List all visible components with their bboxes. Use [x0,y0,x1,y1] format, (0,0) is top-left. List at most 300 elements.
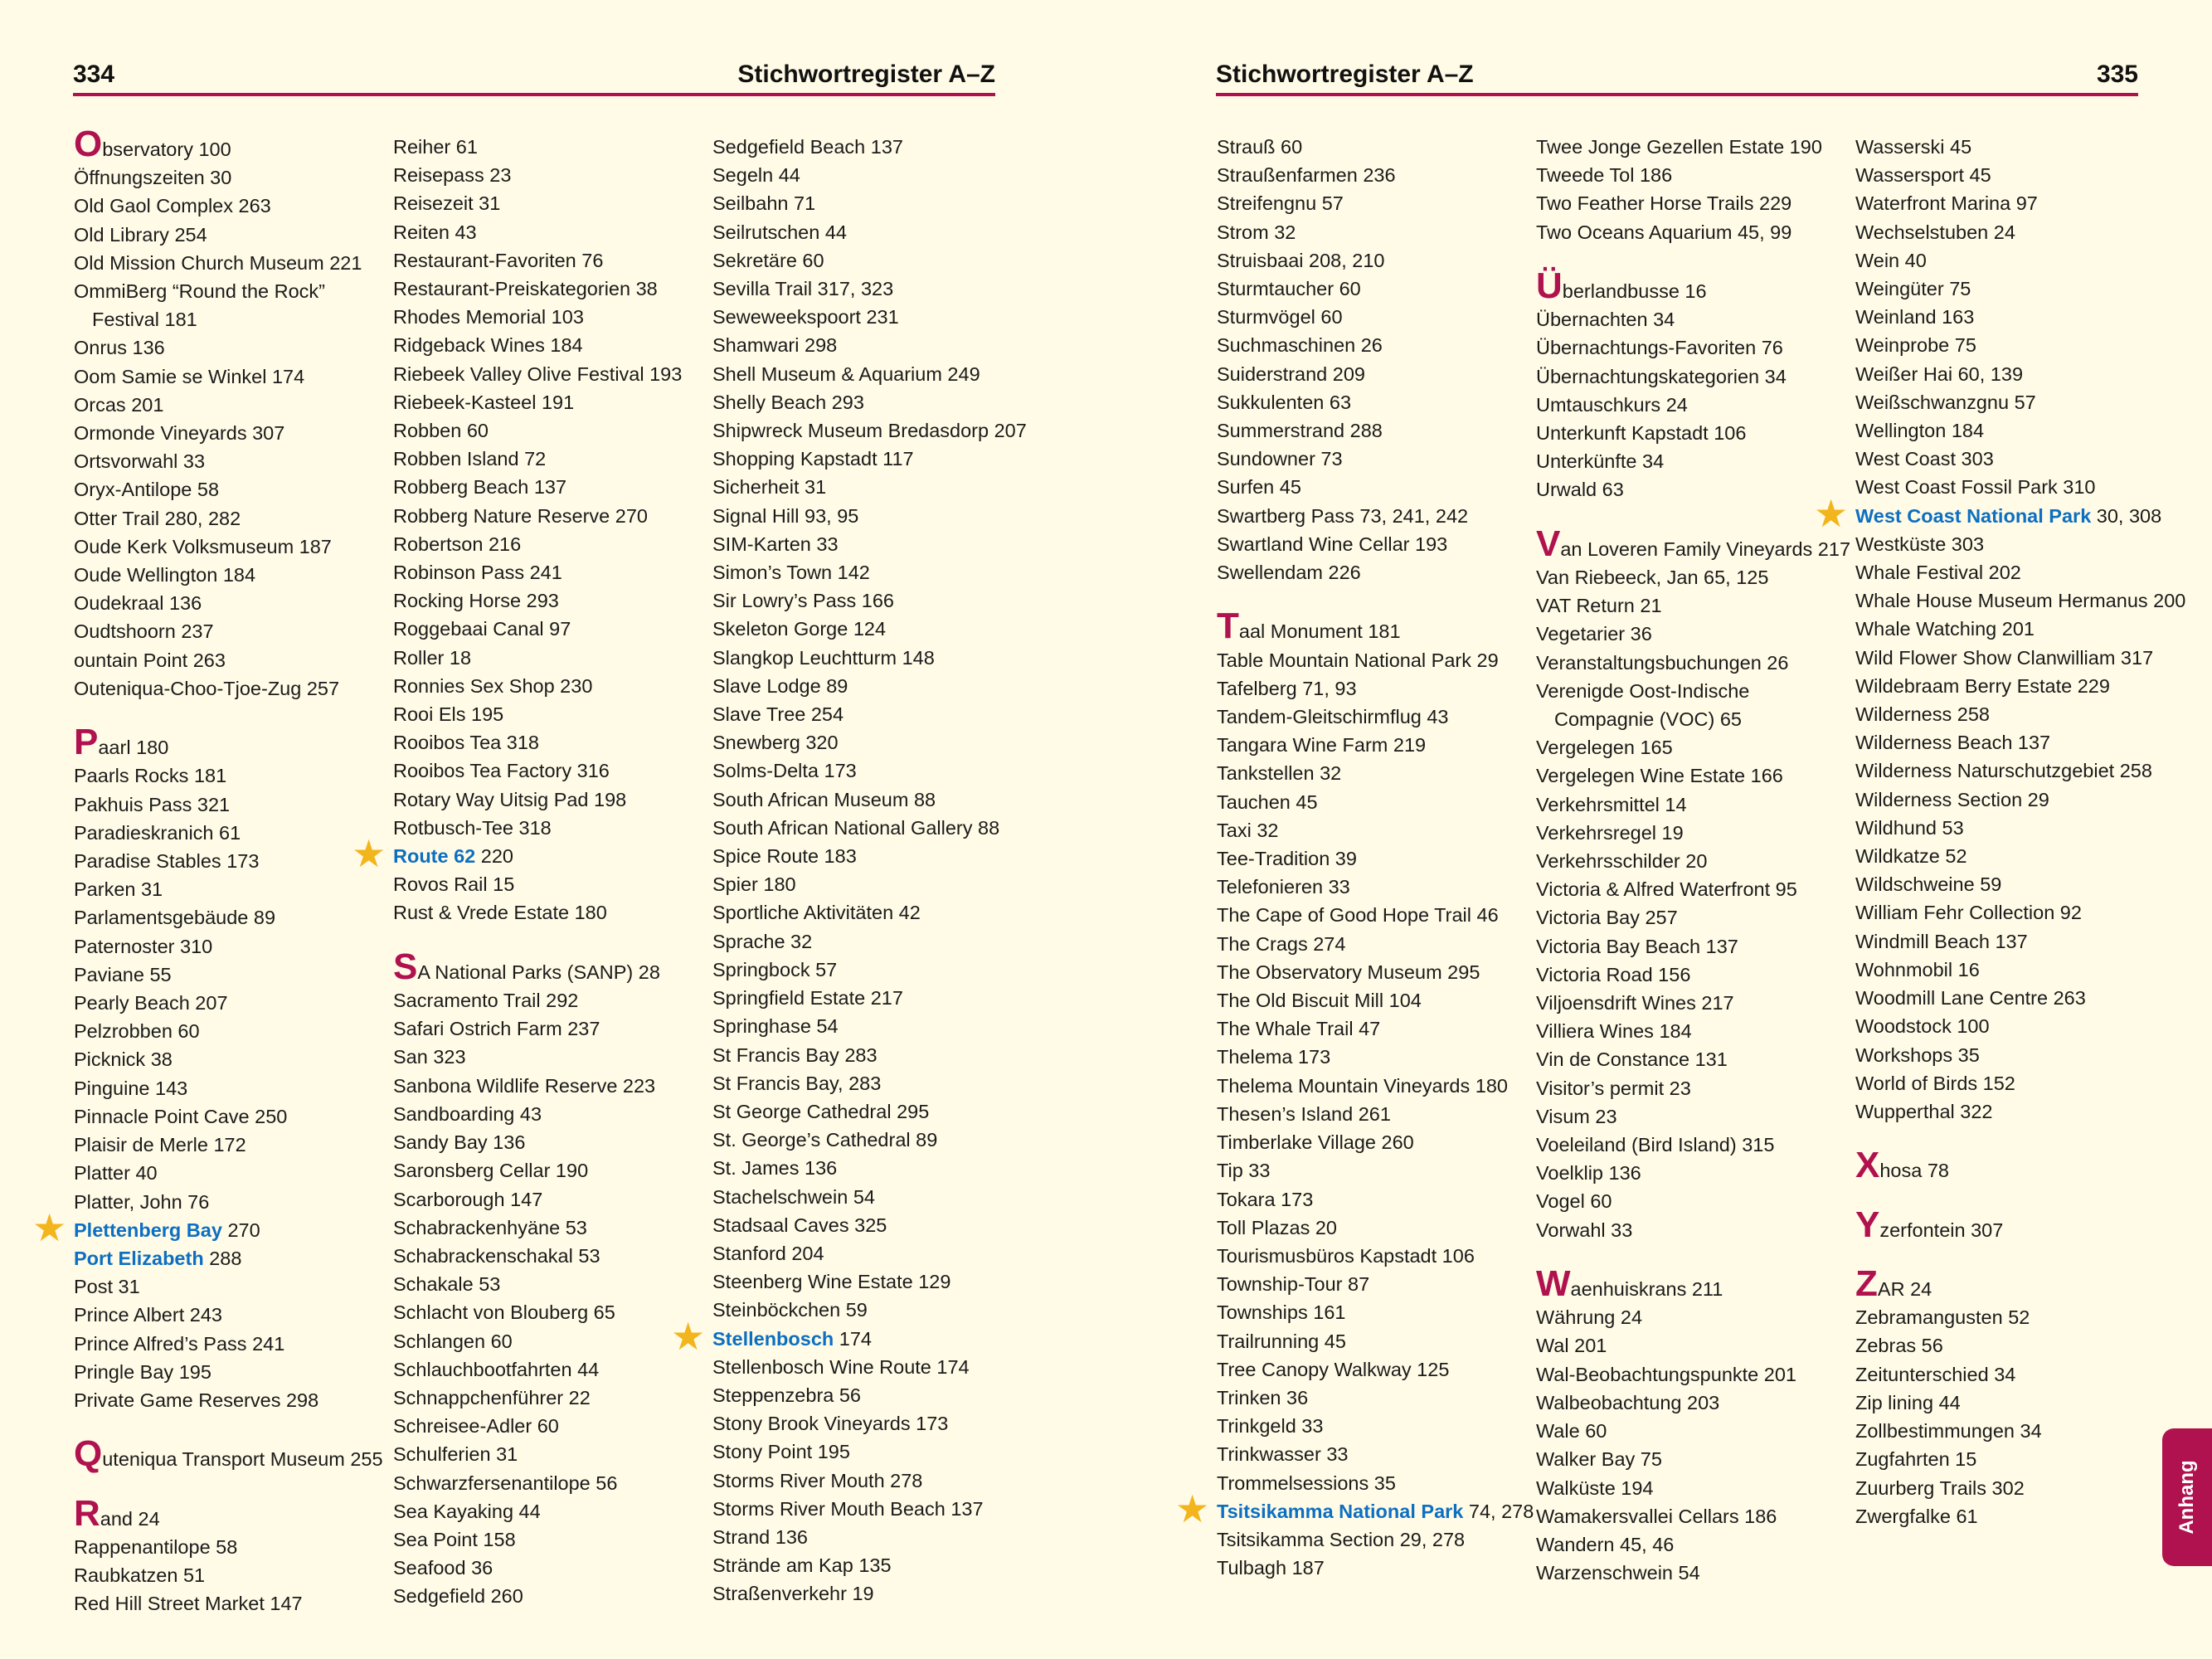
entry-text: St Francis Bay, 283 [712,1072,882,1094]
entry-text: Springhase 54 [712,1015,839,1038]
entry-text: Umtauschkurs 24 [1536,393,1688,416]
index-entry [712,1523,1019,1551]
index-entry [1217,703,1524,731]
index-entry [74,124,381,164]
index-entry [712,416,1027,445]
entry-text: bservatory 100 [102,139,231,160]
index-entry [393,1214,700,1242]
entry-text: Paradise Stables 173 [74,850,260,873]
index-entry [1855,870,2162,898]
entry-text: Old Gaol Complex 263 [74,195,271,217]
entry-text: Pinnacle Point Cave 250 [74,1105,288,1127]
entry-text: Verenigde Oost-Indische [1536,679,1750,702]
entry-text: Voelklip 136 [1536,1162,1641,1185]
index-entry [393,1497,700,1525]
index-entry [393,946,700,987]
entry-text: Sevilla Trail 317, 323 [712,278,894,300]
index-entry [1536,362,1843,391]
index-entry [74,1045,381,1073]
entry-text: Seilbahn 71 [712,192,816,215]
index-entry [1536,189,1843,217]
entry-text: Prince Albert 243 [74,1304,222,1326]
index-entry [393,502,700,530]
index-entry [1536,523,1851,564]
index-entry [74,1589,381,1618]
entry-text: Weinland 163 [1855,306,1975,328]
index-entry [1217,986,1524,1014]
index-entry [1855,161,2162,189]
entry-text: Victoria Bay 257 [1536,907,1678,929]
index-entry [74,277,381,305]
entry-text: Voeleiland (Bird Island) 315 [1536,1134,1775,1156]
entry-text: Walker Bay 75 [1536,1448,1662,1471]
index-entry [712,700,1019,728]
entry-text: Schnappchenführer 22 [393,1386,591,1408]
entry-text: Shopping Kapstadt 117 [712,448,914,470]
index-entry [1855,842,2162,870]
index-entry [712,1211,1019,1239]
letter-gap [1536,504,1843,533]
entry-text: Robinson Pass 241 [393,562,562,584]
index-entry [393,586,700,615]
index-entry [393,161,700,189]
entry-text: The Old Biscuit Mill 104 [1217,990,1422,1012]
index-entry [1217,901,1524,929]
index-entry [393,700,700,728]
index-entry [1855,898,2162,927]
index-entry [1855,303,2162,331]
index-entry [1217,1412,1524,1440]
index-entry [74,989,381,1017]
entry-text: Reiher 61 [393,136,478,158]
entry-text: Townships 161 [1217,1301,1346,1324]
entry-text: Compagnie (VOC) 65 [1554,708,1742,731]
index-entry [74,561,381,589]
section-letter: Q [74,1433,103,1475]
index-entry [74,1159,381,1187]
index-entry [1855,275,2162,303]
entry-text: Wilderness Section 29 [1855,788,2049,810]
entry-text: Straßenverkehr 19 [712,1583,874,1605]
index-entry [393,558,700,586]
entry-text: Zeitunterschied 34 [1855,1363,2016,1385]
index-entry [1855,360,2162,388]
entry-text: Swellendam 226 [1217,562,1361,584]
index-entry [1855,1303,2162,1331]
entry-text: Oom Samie se Winkel 174 [74,365,305,387]
entry-text: Paradieskranich 61 [74,821,241,844]
index-entry [1855,927,2162,956]
index-entry [74,1188,381,1216]
entry-text: Sturmtaucher 60 [1217,278,1361,300]
index-entry [1855,1360,2162,1389]
entry-text: 74, 278 [1463,1500,1534,1522]
index-entry [1536,265,1843,306]
entry-text: Pinguine 143 [74,1077,188,1099]
entry-text: VAT Return 21 [1536,595,1662,617]
index-entry [712,275,1019,303]
entry-text: Orcas 201 [74,393,164,416]
highlight-term: Route 62 [393,845,476,868]
entry-text: Sir Lowry’s Pass 166 [712,590,894,612]
entry-text: Shamwari 298 [712,334,838,357]
index-entry [393,1128,700,1156]
entry-text: Steppenzebra 56 [712,1384,862,1406]
index-entry [1855,672,2162,700]
index-entry [393,1043,700,1071]
entry-text: Stadsaal Caves 325 [712,1214,887,1236]
entry-text: Rooibos Tea Factory 316 [393,760,610,782]
entry-text: San 323 [393,1046,466,1068]
index-entry [74,504,381,533]
index-entry [1536,1263,1843,1305]
index-entry [712,1239,1019,1267]
index-entry [1536,563,1843,591]
index-entry [1536,733,1843,761]
entry-text: Sea Point 158 [393,1528,516,1550]
letter-gap [74,703,381,731]
entry-text: 174 [834,1327,873,1350]
index-entry [74,761,381,790]
entry-text: Oudekraal 136 [74,592,202,615]
entry-text: Wechselstuben 24 [1855,221,2015,243]
entry-text: Strände am Kap 135 [712,1554,892,1577]
index-entry [1536,447,1843,475]
entry-text: Thelema Mountain Vineyards 180 [1217,1074,1508,1097]
index-entry [74,362,381,391]
index-entry [1536,705,1843,733]
entry-text: Sturmvögel 60 [1217,306,1343,328]
entry-text: South African National Gallery 88 [712,816,1000,839]
entry-text: Sacramento Trail 292 [393,990,579,1012]
index-entry-highlight [393,842,700,870]
index-entry [1217,1384,1524,1412]
entry-text: Raubkatzen 51 [74,1564,206,1587]
index-entry [1855,615,2162,643]
entry-text: Slave Lodge 89 [712,674,848,697]
index-entry [1217,416,1524,445]
index-entry [74,1102,381,1131]
index-entry [393,1469,700,1497]
index-entry [1217,218,1524,246]
index-entry [393,473,700,501]
entry-text: Swartberg Pass 73, 241, 242 [1217,504,1469,527]
entry-text: 220 [475,845,513,868]
entry-text: berlandbusse 16 [1562,280,1707,302]
index-entry [1536,791,1843,819]
index-entry [1217,1298,1524,1326]
section-letter: W [1536,1263,1571,1305]
index-entry [1536,1331,1843,1360]
index-entry [393,1014,700,1043]
entry-text: 30, 308 [2091,504,2162,527]
index-column-5 [1536,133,1851,1587]
index-entry [712,1495,1019,1523]
entry-text: Safari Ostrich Farm 237 [393,1018,600,1040]
entry-text: Oudtshoorn 237 [74,620,214,643]
index-entry [712,445,1019,473]
entry-text: Saronsberg Cellar 190 [393,1160,589,1182]
entry-text: zerfontein 307 [1879,1219,2004,1241]
index-entry [74,1492,381,1534]
entry-text: Währung 24 [1536,1306,1643,1329]
index-entry [1217,530,1524,558]
index-entry [393,814,700,842]
entry-text: Tourismusbüros Kapstadt 106 [1217,1244,1475,1267]
entry-text: Tankstellen 32 [1217,762,1342,785]
entry-text: Springbock 57 [712,958,838,980]
index-entry [74,589,381,617]
index-entry [74,617,381,645]
index-entry [74,1533,381,1561]
index-column-4 [1217,133,1534,1582]
entry-text: Two Oceans Aquarium 45, 99 [1536,221,1792,243]
index-entry [1536,620,1843,648]
entry-text: Riebeek-Kasteel 191 [393,391,575,413]
index-entry [1217,1525,1524,1554]
entry-text: Wild Flower Show Clanwilliam 317 [1855,646,2154,669]
entry-text: South African Museum 88 [712,788,936,810]
entry-text: Storms River Mouth 278 [712,1469,923,1491]
entry-text: Schlauchbootfahrten 44 [393,1358,600,1380]
entry-text: Snewberg 320 [712,732,839,754]
index-entry [1536,1159,1843,1187]
entry-text: Zugfahrten 15 [1855,1448,1977,1471]
index-entry [1217,275,1524,303]
entry-text: Waterfront Marina 97 [1855,192,2038,215]
entry-text: Vergelegen 165 [1536,737,1673,759]
index-entry [74,903,381,932]
index-entry [393,246,700,275]
index-entry [1855,445,2162,473]
entry-text: aenhuiskrans 211 [1570,1278,1723,1301]
page-title-left: Stichwortregister A–Z [737,61,995,88]
index-entry [74,419,381,447]
index-entry [712,218,1019,246]
index-entry [74,447,381,475]
index-entry [712,586,1019,615]
index-entry [712,1467,1019,1495]
entry-text: Township-Tour 87 [1217,1273,1370,1296]
entry-text: Twee Jonge Gezellen Estate 190 [1536,136,1822,158]
entry-text: Whale House Museum Hermanus 200 [1855,590,2186,612]
index-entry [1855,388,2162,416]
entry-text: Weingüter 75 [1855,278,1971,300]
entry-text: Robertson 216 [393,533,522,555]
index-entry [1217,1072,1524,1100]
index-entry [1217,1355,1524,1384]
index-entry [1217,930,1524,958]
entry-text: West Coast Fossil Park 310 [1855,476,2096,499]
index-entry [1536,847,1843,875]
index-entry [1217,246,1524,275]
entry-text: Wildebraam Berry Estate 229 [1855,674,2110,697]
index-entry [712,757,1019,785]
entry-text: Sandboarding 43 [393,1102,542,1125]
section-letter: P [74,722,99,763]
entry-text: Wasserski 45 [1855,136,1972,158]
index-entry [1217,303,1524,331]
entry-text: Paviane 55 [74,963,172,985]
index-entry [393,898,700,927]
index-entry [74,932,381,961]
index-entry [1855,1331,2162,1360]
index-entry [1536,218,1843,246]
highlight-term: West Coast National Park [1855,504,2092,527]
index-entry [393,133,700,161]
entry-text: Sekretäre 60 [712,249,824,271]
entry-text: Woodstock 100 [1855,1015,1990,1038]
index-entry [712,1296,1019,1324]
index-entry [1855,757,2162,785]
index-entry [712,1126,1019,1154]
entry-text: Wildkatze 52 [1855,845,1967,868]
entry-text: Shell Museum & Aquarium 249 [712,362,980,385]
index-entry [393,986,700,1014]
entry-text: Red Hill Street Market 147 [74,1593,303,1615]
index-entry [1217,759,1524,787]
entry-text: Suiderstrand 209 [1217,362,1365,385]
entry-text: Robberg Beach 137 [393,476,567,499]
index-entry [393,1582,700,1610]
index-entry [393,1355,700,1384]
entry-text: Schabrackenschakal 53 [393,1244,600,1267]
index-entry [712,786,1019,814]
entry-text: Rotary Way Uitsig Pad 198 [393,788,627,810]
section-letter: Y [1855,1204,1880,1245]
entry-text: Schreisee-Adler 60 [393,1415,559,1438]
entry-text: Zebramangusten 52 [1855,1306,2030,1329]
entry-text: Strauß 60 [1217,136,1303,158]
index-entry [712,1409,1019,1438]
index-entry [712,473,1019,501]
entry-text: Old Mission Church Museum 221 [74,251,362,274]
entry-text: Rooibos Tea 318 [393,732,539,754]
entry-text: Schlacht von Blouberg 65 [393,1301,615,1324]
index-entry [1536,961,1843,989]
entry-text: Oude Wellington 184 [74,564,256,586]
entry-text: Strand 136 [712,1525,808,1548]
index-entry [1217,360,1524,388]
index-entry [74,674,381,703]
index-entry [712,530,1019,558]
entry-text: Schlangen 60 [393,1330,513,1352]
index-entry [393,416,700,445]
entry-text: Sicherheit 31 [712,476,827,499]
index-entry [393,672,700,700]
index-entry [712,133,1019,161]
index-entry [1855,1502,2162,1530]
index-entry [1536,1530,1843,1559]
index-entry-highlight [712,1325,1019,1353]
index-entry [712,1579,1019,1608]
index-entry [393,1072,700,1100]
entry-text: Weinprobe 75 [1855,334,1976,357]
entry-text: Wassersport 45 [1855,164,1991,187]
entry-text: Tee-Tradition 39 [1217,848,1357,870]
index-entry [1217,606,1524,647]
entry-text: Two Feather Horse Trails 229 [1536,192,1792,215]
entry-text: Ortsvorwahl 33 [74,450,206,473]
index-entry [1217,646,1524,674]
index-entry [1536,1074,1843,1102]
entry-text: an Loveren Family Vineyards 217 [1560,538,1851,560]
index-entry [74,249,381,277]
entry-text: Seafood 36 [393,1557,493,1579]
entry-text: Wale 60 [1536,1420,1607,1443]
entry-text: Verkehrsschilder 20 [1536,850,1708,873]
entry-text: St. George’s Cathedral 89 [712,1129,938,1151]
entry-text: Weißer Hai 60, 139 [1855,362,2024,385]
letter-gap [1536,1244,1843,1272]
entry-text: Veranstaltungsbuchungen 26 [1536,651,1789,674]
entry-text: Struisbaai 208, 210 [1217,249,1385,271]
index-entry [712,842,1019,870]
entry-text: Restaurant-Preiskategorien 38 [393,278,658,300]
index-entry [1536,649,1843,677]
section-tab-anhang[interactable] [2162,1428,2212,1566]
entry-text: Vegetarier 36 [1536,623,1652,645]
index-entry [712,984,1019,1012]
index-entry [712,1438,1019,1466]
entry-text: aal Monument 181 [1238,620,1401,643]
index-entry [393,1525,700,1554]
entry-text: Robben 60 [393,420,489,442]
section-letter: O [74,124,103,164]
index-entry [712,615,1019,643]
entry-text: Trinkgeld 33 [1217,1415,1324,1438]
entry-text: Rappenantilope 58 [74,1535,238,1558]
index-entry [1217,1214,1524,1242]
index-entry [1536,391,1843,419]
index-entry [1536,161,1843,189]
index-entry [393,360,700,388]
entry-text: Whale Festival 202 [1855,562,2021,584]
index-entry [393,1185,700,1214]
index-entry [393,303,700,331]
entry-text: Tauchen 45 [1217,791,1318,813]
entry-text: uteniqua Transport Museum 255 [102,1448,383,1471]
index-column-1 [74,124,383,1618]
index-entry [393,757,700,785]
entry-text: Pelzrobben 60 [74,1020,200,1043]
entry-text: Signal Hill 93, 95 [712,504,859,527]
entry-text: Van Riebeeck, Jan 65, 125 [1536,567,1769,589]
entry-text: Wohnmobil 16 [1855,958,1980,980]
index-entry [1855,1263,2162,1305]
entry-text: Reisezeit 31 [393,192,501,215]
index-entry [712,870,1019,898]
index-entry [74,722,381,763]
index-entry [1217,161,1524,189]
entry-text: Sanbona Wildlife Reserve 223 [393,1074,656,1097]
entry-text: Storms River Mouth Beach 137 [712,1497,984,1520]
entry-text: 270 [221,1219,260,1241]
entry-text: Rovos Rail 15 [393,873,515,896]
index-entry [1855,133,2162,161]
entry-text: ountain Point 263 [74,649,226,671]
index-entry [1217,445,1524,473]
index-entry [1536,1303,1843,1331]
index-entry [1217,1554,1524,1582]
entry-text: William Fehr Collection 92 [1855,902,2082,924]
index-entry [1536,932,1843,961]
entry-text: Oude Kerk Volksmuseum 187 [74,535,332,557]
entry-text: The Cape of Good Hope Trail 46 [1217,904,1499,927]
index-entry [1855,218,2162,246]
entry-text: Steenberg Wine Estate 129 [712,1271,951,1293]
index-entry [1217,1100,1524,1128]
